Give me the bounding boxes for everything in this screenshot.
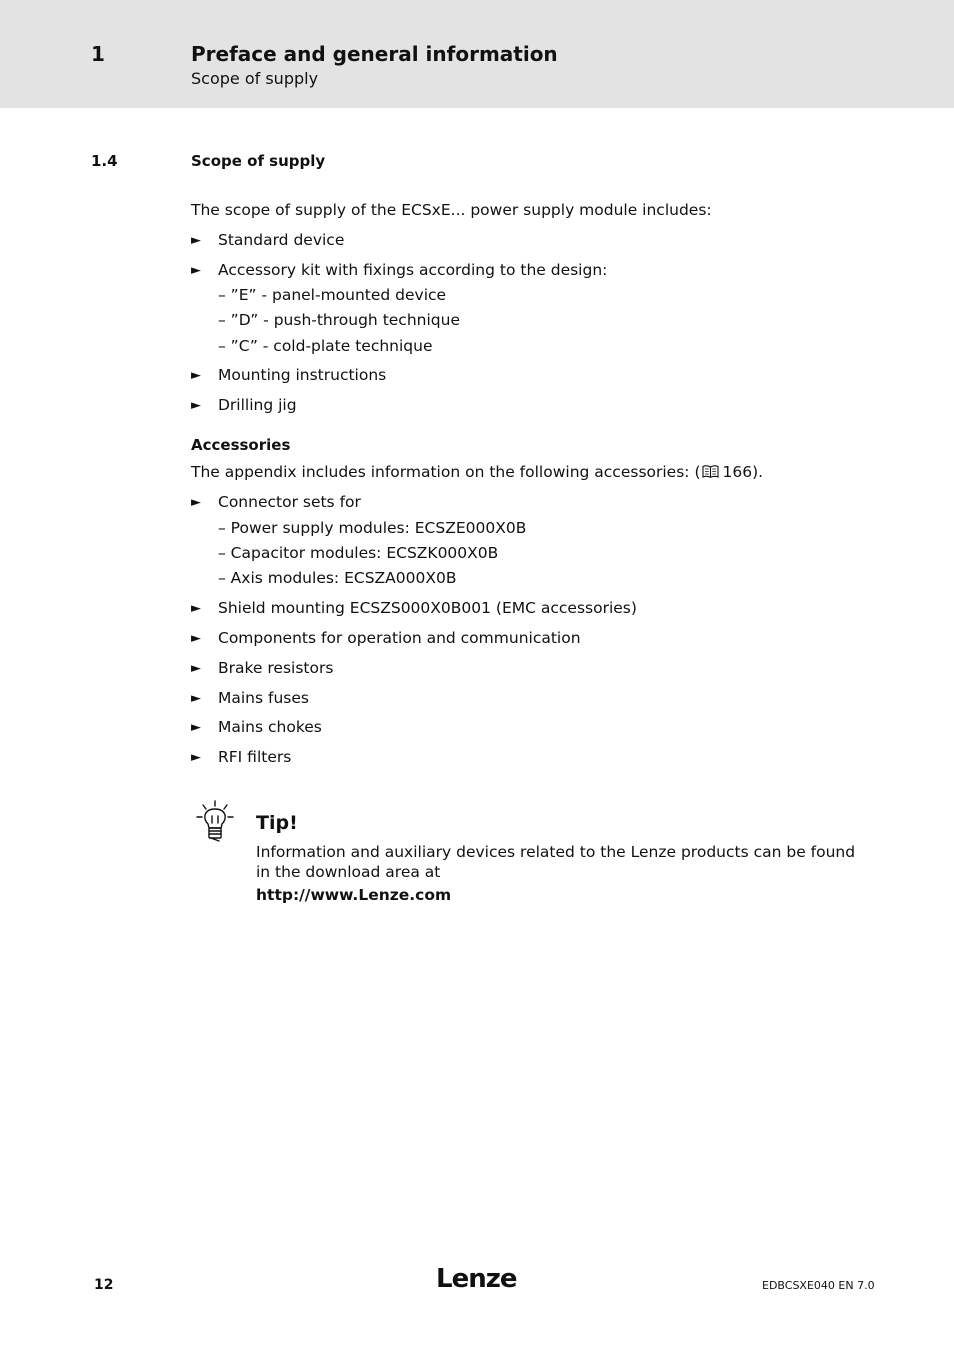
document-id: EDBCSXE040 EN 7.0: [762, 1279, 875, 1292]
lightbulb-icon: [195, 800, 235, 842]
bullet-icon: ►: [191, 263, 201, 278]
list-item: Brake resistors: [218, 659, 334, 677]
list-item: Standard device: [218, 231, 345, 249]
bullet-icon: ►: [191, 661, 201, 676]
tip-title: Tip!: [256, 812, 298, 834]
list-item: Mains fuses: [218, 689, 309, 707]
list-item: Mains chokes: [218, 718, 322, 736]
bullet-icon: ►: [191, 720, 201, 735]
book-icon: [702, 465, 719, 478]
accessories-paragraph: [191, 463, 763, 481]
sub-list-item: – ”D” - push-through technique: [218, 311, 460, 329]
bullet-icon: ►: [191, 368, 201, 383]
sub-list-item: – Capacitor modules: ECSZK000X0B: [218, 544, 499, 562]
sub-list-item: – ”C” - cold-plate technique: [218, 337, 433, 355]
chapter-number: 1: [91, 42, 105, 66]
lenze-logo: Lenze: [436, 1264, 517, 1294]
sub-list-item: – Power supply modules: ECSZE000X0B: [218, 519, 527, 537]
section-title: Scope of supply: [191, 152, 326, 170]
bullet-icon: ►: [191, 233, 201, 248]
page-header: [0, 0, 954, 108]
bullet-icon: ►: [191, 601, 201, 616]
accessories-text-end: ).: [752, 463, 764, 481]
lenze-website-link[interactable]: http://www.Lenze.com: [256, 886, 452, 904]
chapter-title: Preface and general information: [191, 42, 558, 66]
list-item: Connector sets for: [218, 493, 361, 511]
list-item: Drilling jig: [218, 396, 297, 414]
accessories-heading: Accessories: [191, 436, 291, 454]
page-reference-link[interactable]: 166: [722, 463, 753, 481]
sub-list-item: – ”E” - panel-mounted device: [218, 286, 447, 304]
page-number: 12: [94, 1277, 114, 1293]
list-item: Mounting instructions: [218, 366, 387, 384]
sub-list-item: – Axis modules: ECSZA000X0B: [218, 569, 457, 587]
bullet-icon: ►: [191, 691, 201, 706]
list-item: Components for operation and communication: [218, 629, 581, 647]
accessories-text: The appendix includes information on the following accessories: (: [191, 463, 701, 481]
list-item: Accessory kit with fixings according to the design:: [218, 261, 608, 279]
list-item: Shield mounting ECSZS000X0B001 (EMC accessories): [218, 599, 637, 617]
section-number: 1.4: [91, 152, 118, 170]
bullet-icon: ►: [191, 750, 201, 765]
list-item: RFI filters: [218, 748, 292, 766]
tip-text: Information and auxiliary devices related to the Lenze products can be found in the download area at: [256, 843, 856, 881]
intro-paragraph: The scope of supply of the ECSxE... power supply module includes:: [191, 201, 712, 219]
bullet-icon: ►: [191, 631, 201, 646]
bullet-icon: ►: [191, 495, 201, 510]
bullet-icon: ►: [191, 398, 201, 413]
chapter-subtitle: Scope of supply: [191, 69, 319, 88]
